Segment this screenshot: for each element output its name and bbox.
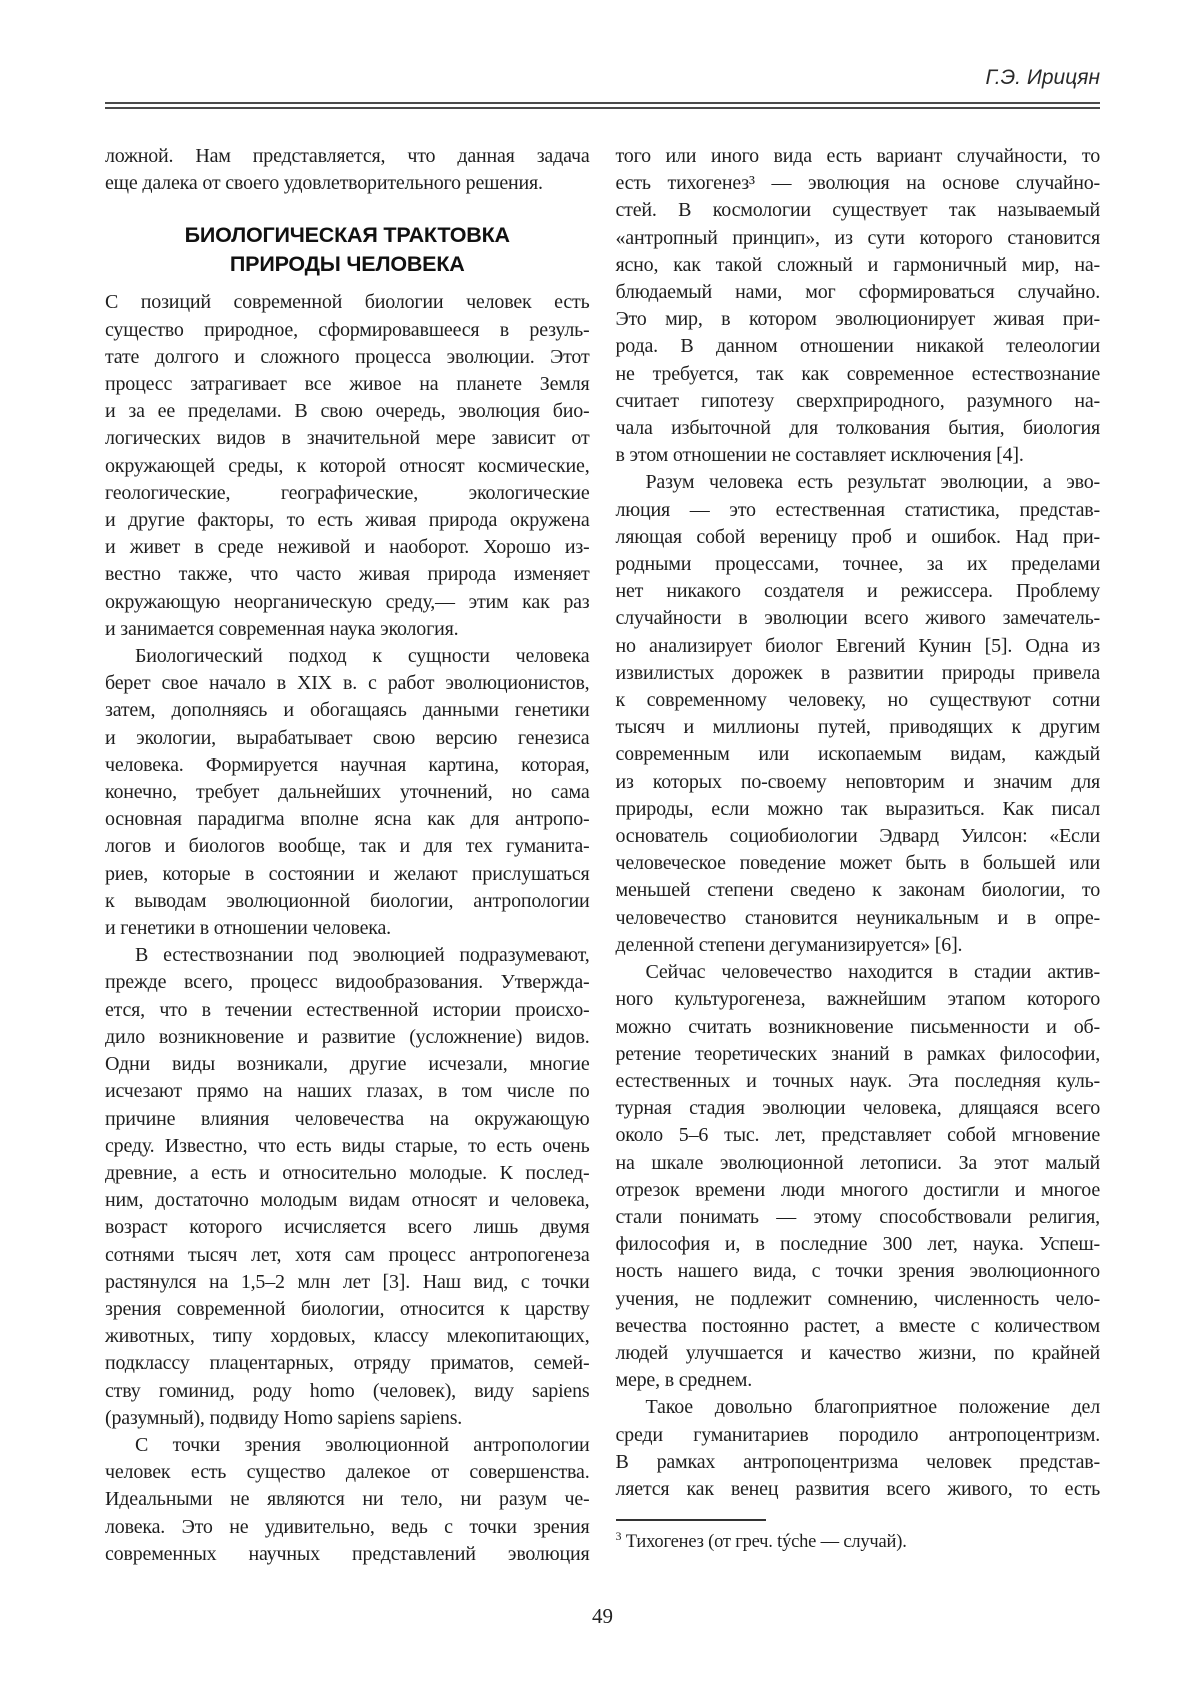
text-line: из которых по-своему неповторим и значим для — [615, 770, 1100, 793]
text-line: В рамках антропоцентризма человек представ- — [615, 1450, 1100, 1473]
paragraph — [105, 942, 590, 1432]
text-line: ним, достаточно молодым видам относят и человека, — [105, 1189, 590, 1212]
text-line: основная парадигма вполне ясна как для антропо- — [105, 808, 590, 831]
text-line: не требуется, так как современное естествознание — [615, 362, 1100, 385]
text-line: «антропный принцип», из сути которого становится — [615, 226, 1100, 249]
paragraph — [105, 643, 590, 942]
text-line: родными процессами, точнее, за их пределами — [615, 553, 1100, 576]
text-line: и генетики в отношении человека. — [105, 917, 391, 940]
text-line: Идеальными не являются ни тело, ни разум че- — [105, 1488, 590, 1511]
text-line: человека. Формируется научная картина, которая, — [105, 753, 590, 776]
paragraph — [105, 143, 590, 197]
text-line: риев, которые в состоянии и желают прислушаться — [105, 862, 590, 885]
text-line: дило возникновение и развитие (усложнение) видов. — [105, 1025, 590, 1048]
text-line: Такое довольно благоприятное положение дел — [645, 1396, 1100, 1419]
paragraph — [616, 143, 1101, 469]
text-line: и живет в среде неживой и наоборот. Хорошо из- — [105, 536, 590, 559]
text-line: блюдаемый нами, мог сформироваться случайно. — [615, 281, 1100, 304]
text-line: (разумный), подвиду Homo sapiens sapiens. — [105, 1406, 463, 1429]
paragraph — [616, 959, 1101, 1394]
text-line: в этом отношении не составляет исключения [4]. — [615, 444, 1024, 467]
text-line: того или иного вида есть вариант случайности, то — [615, 145, 1100, 167]
footnote-marker: 3 — [615, 1529, 622, 1543]
page-number: 49 — [592, 1603, 613, 1628]
text-line: и экологии, вырабатывает свою версию генезиса — [105, 726, 590, 749]
text-line: Разум человека есть результат эволюции, а эво- — [645, 471, 1100, 494]
text-line: меньшей степени сведено к законам биологии, то — [615, 879, 1100, 902]
text-line: и за ее пределами. В свою очередь, эволюция био- — [105, 400, 590, 423]
text-line: тате долгого и сложного процесса эволюции. Этот — [105, 345, 590, 368]
right-column — [616, 143, 1101, 1568]
text-line: животных, типу хордовых, классу млекопитающих, — [105, 1325, 590, 1348]
text-line: подклассу плацентарных, отряду приматов, семей- — [105, 1352, 590, 1375]
text-line: Это мир, в котором эволюционирует живая при- — [615, 308, 1100, 331]
text-line: среду. Известно, что есть виды старые, то есть очень — [105, 1134, 590, 1157]
text-line: Биологический подход к сущности человека — [135, 645, 590, 668]
text-line: но анализирует биолог Евгений Кунин [5]. Одна из — [615, 634, 1100, 657]
header-rule — [105, 102, 1100, 109]
text-line: можно считать возникновение письменности и об- — [615, 1015, 1100, 1038]
paragraph — [616, 1394, 1101, 1503]
text-line: извилистых дорожек в развитии природы привела — [615, 661, 1100, 684]
text-line: ляющая собой вереницу проб и ошибок. Над при- — [615, 525, 1100, 548]
text-line: естественных и точных наук. Эта последняя куль- — [615, 1069, 1100, 1092]
text-line: турная стадия эволюции человека, длящаяся всего — [615, 1097, 1100, 1120]
text-line: еще далека от своего удовлетворительного решения. — [105, 172, 543, 195]
text-line: тысяч и миллионы путей, приводящих к другим — [615, 716, 1100, 739]
text-line: к выводам эволюционной биологии, антропологии — [105, 889, 590, 912]
text-line: ретение теоретических знаний в рамках философии, — [615, 1042, 1100, 1065]
text-line: С позиций современной биологии человек есть — [105, 291, 590, 314]
footnote-separator — [616, 1519, 766, 1521]
footnote-text: Тихогенез (от греч. týche — случай). — [625, 1532, 907, 1553]
text-line: ность нашего вида, с точки зрения эволюционного — [615, 1260, 1100, 1283]
text-line: возраст которого исчисляется всего лишь двумя — [105, 1216, 590, 1239]
text-line: деленной степени дегуманизируется» [6]. — [615, 933, 963, 956]
text-line: логов и биологов вообще, так и для тех гуманита- — [105, 835, 590, 858]
text-line: люция — это естественная статистика, представ- — [615, 498, 1100, 521]
text-line: В естествознании под эволюцией подразумевают, — [135, 944, 590, 967]
text-line: и другие факторы, то есть живая природа окружена — [105, 509, 590, 532]
text-line: стали понимать — этому способствовали религия, — [615, 1205, 1100, 1228]
text-line: прежде всего, процесс видообразования. Утвержда- — [105, 971, 590, 994]
text-line: отрезок времени люди многого достигли и многое — [615, 1178, 1100, 1201]
text-line: процесс затрагивает все живое на планете Земля — [105, 373, 590, 396]
text-line: ловека. Это не удивительно, ведь с точки зрения — [105, 1515, 590, 1538]
text-line: рода. В данном отношении никакой телеологии — [615, 335, 1100, 358]
text-line: Сейчас человечество находится в стадии актив- — [645, 961, 1100, 984]
text-line: геологические, географические, экологические — [105, 481, 590, 504]
paragraph — [616, 469, 1101, 959]
text-line: окружающую неорганическую среду,— этим как раз — [105, 590, 590, 613]
paragraph — [105, 1432, 590, 1568]
text-line: современным или ископаемым видам, каждый — [615, 743, 1100, 766]
text-line: берет свое начало в XIX в. с работ эволюционистов, — [105, 672, 590, 695]
text-line: человечество становится неуникальным и в опре- — [615, 906, 1100, 929]
text-line: мере, в среднем. — [615, 1369, 753, 1392]
text-line: случайности в эволюции всего живого замечатель- — [615, 607, 1100, 630]
text-line: ного культурогенеза, важнейшим этапом которого — [615, 988, 1100, 1011]
text-line: существо природное, сформировавшееся в резуль- — [105, 318, 590, 341]
text-line: есть тихогенез³ — эволюция на основе случайно- — [615, 172, 1100, 195]
text-line: основатель социобиологии Эдвард Уилсон: «Если — [615, 825, 1100, 848]
text-line: среди гуманитариев породило антропоцентризм. — [615, 1423, 1100, 1446]
text-line: природы, если можно так выразиться. Как писал — [615, 797, 1100, 820]
text-line: учения, не подлежит сомнению, численность чело- — [615, 1287, 1100, 1310]
text-line: вечества постоянно растет, а вместе с количеством — [615, 1314, 1100, 1337]
text-line: стей. В космологии существует так называемый — [615, 199, 1100, 222]
text-line: ется, что в течении естественной истории происхо- — [105, 998, 590, 1021]
text-line: логических видов в значительной мере зависит от — [105, 427, 590, 450]
two-column-body — [105, 143, 1100, 1568]
text-line: ству гоминид, роду homo (человек), виду sapiens — [105, 1379, 590, 1402]
author-header: Г.Э. Ирицян — [985, 66, 1100, 89]
paragraph — [105, 289, 590, 643]
section-heading — [105, 221, 590, 279]
text-line: человеческое поведение может быть в большей или — [615, 852, 1100, 875]
text-line: зрения современной биологии, относится к царству — [105, 1297, 590, 1320]
text-line: конечно, требует дальнейших уточнений, но сама — [105, 781, 590, 804]
text-line: чала избыточной для толкования бытия, биология — [615, 417, 1100, 440]
text-line: нет никакого создателя и режиссера. Проблему — [615, 580, 1100, 603]
text-line: древние, а есть и относительно молодые. К послед- — [105, 1161, 590, 1184]
left-column — [105, 143, 590, 1568]
text-line: С точки зрения эволюционной антропологии — [135, 1433, 590, 1456]
text-line: ясно, как такой сложный и гармоничный мир, на- — [615, 253, 1100, 276]
text-line: Одни виды возникали, другие исчезали, многие — [105, 1053, 590, 1076]
text-line: и занимается современная наука экология. — [105, 617, 459, 640]
footnote — [616, 1530, 1101, 1554]
right-column-text — [616, 143, 1101, 1503]
text-line: философия и, в последние 300 лет, наука. Успеш- — [615, 1233, 1100, 1256]
text-line: около 5–6 тыс. лет, представляет собой мгновение — [615, 1124, 1100, 1147]
text-line: современных научных представлений эволюция — [105, 1542, 590, 1565]
text-line: к современному человеку, но существуют сотни — [615, 689, 1100, 712]
text-line: причине влияния человечества на окружающую — [105, 1107, 590, 1130]
text-line: сотнями тысяч лет, хотя сам процесс антропогенеза — [105, 1243, 590, 1266]
text-line: растянулся на 1,5–2 млн лет [3]. Наш вид, с точки — [105, 1270, 590, 1293]
heading-line: БИОЛОГИЧЕСКАЯ ТРАКТОВКА — [184, 223, 510, 248]
text-line: вестно также, что часто живая природа изменяет — [105, 563, 590, 586]
text-line: окружающей среды, к которой относят космические, — [105, 454, 590, 477]
text-line: на шкале эволюционной летописи. За этот малый — [615, 1151, 1100, 1174]
heading-line: ПРИРОДЫ ЧЕЛОВЕКА — [229, 252, 465, 277]
text-line: человек есть существо далекое от совершенства. — [105, 1461, 590, 1484]
text-line: считает гипотезу сверхприродного, разумного на- — [615, 389, 1100, 412]
text-line: людей улучшается и качество жизни, по крайней — [615, 1341, 1100, 1364]
text-line: исчезают прямо на наших глазах, в том числе по — [105, 1080, 590, 1103]
text-line: затем, дополняясь и обогащаясь данными генетики — [105, 699, 590, 722]
text-line: ляется как венец развития всего живого, то есть — [615, 1477, 1100, 1500]
text-line: ложной. Нам представляется, что данная задача — [105, 145, 590, 167]
